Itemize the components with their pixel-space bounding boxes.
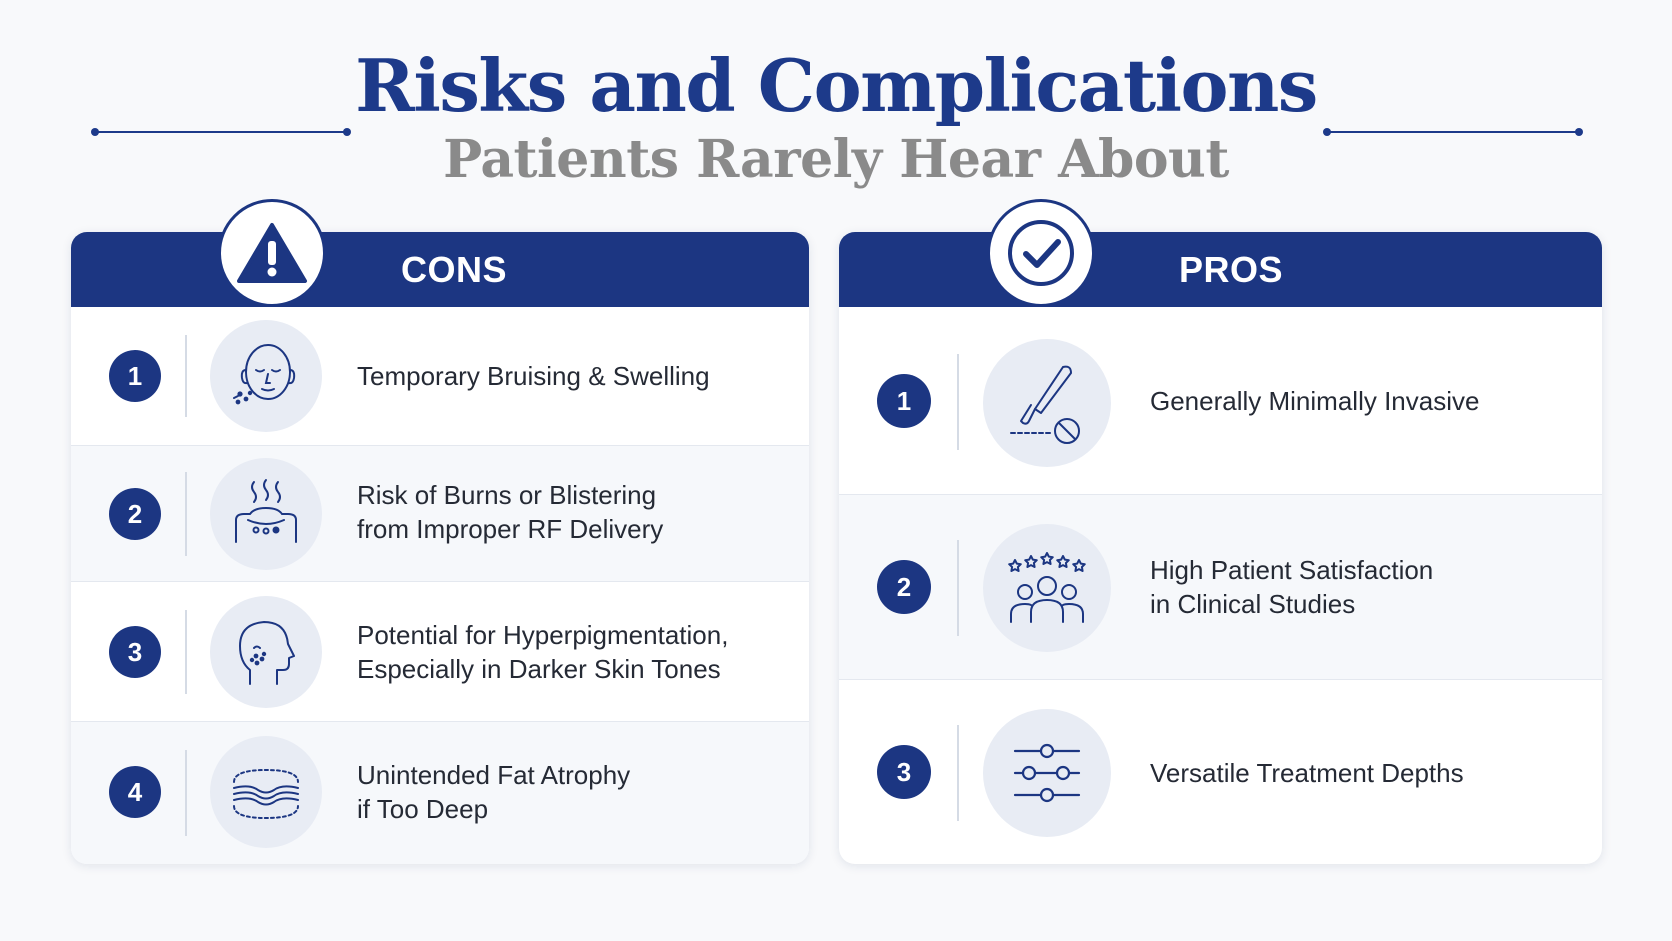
cons-item-2-line1: Risk of Burns or Blistering	[357, 480, 657, 510]
cons-item-4-line1: Unintended Fat Atrophy	[357, 760, 631, 790]
cons-item-4-line2: if Too Deep	[357, 794, 489, 824]
head-profile-icon	[210, 596, 322, 708]
title-block	[0, 38, 1672, 192]
divider	[185, 335, 187, 417]
number-badge: 1	[877, 374, 931, 428]
cons-item-1-text	[357, 359, 710, 393]
cons-item-2	[71, 445, 809, 581]
warning-triangle-icon	[218, 199, 326, 307]
cons-item-3	[71, 581, 809, 721]
number-badge: 3	[877, 745, 931, 799]
divider	[185, 610, 187, 694]
cons-item-2-text	[357, 478, 663, 546]
scalpel-no-icon	[983, 339, 1111, 467]
divider	[185, 750, 187, 836]
cons-header	[71, 232, 809, 307]
page-title: Risks and Complications	[355, 43, 1317, 128]
decorative-rule-left	[94, 131, 348, 133]
divider	[957, 354, 959, 450]
cons-item-3-text	[357, 618, 728, 686]
face-icon	[210, 320, 322, 432]
cons-item-1-line1: Temporary Bruising & Swelling	[357, 361, 710, 391]
pros-item-3-text	[1150, 756, 1464, 790]
pros-title: PROS	[1179, 249, 1284, 290]
cons-item-3-line1: Potential for Hyperpigmentation,	[357, 620, 729, 650]
divider	[957, 725, 959, 821]
checkmark-circle-icon	[987, 199, 1095, 307]
cons-panel	[71, 232, 809, 864]
pros-item-2-line1: High Patient Satisfaction	[1150, 555, 1434, 585]
sliders-icon	[983, 709, 1111, 837]
number-badge: 3	[109, 626, 161, 678]
fat-layer-icon	[210, 736, 322, 848]
cons-item-1	[71, 307, 809, 445]
divider	[185, 472, 187, 556]
pros-item-2-text	[1150, 553, 1433, 621]
pros-item-3	[839, 679, 1602, 864]
cons-item-4	[71, 721, 809, 864]
decorative-rule-right	[1326, 131, 1580, 133]
pros-item-2	[839, 494, 1602, 679]
pros-item-1-line1: Generally Minimally Invasive	[1150, 386, 1480, 416]
pros-item-1	[839, 307, 1602, 494]
pros-panel	[839, 232, 1602, 864]
page-subtitle: Patients Rarely Hear About	[443, 129, 1229, 190]
pros-item-3-line1: Versatile Treatment Depths	[1150, 758, 1464, 788]
cons-item-4-text	[357, 758, 630, 826]
patients-stars-icon	[983, 524, 1111, 652]
number-badge: 2	[877, 560, 931, 614]
heat-skin-icon	[210, 458, 322, 570]
pros-header	[839, 232, 1602, 307]
number-badge: 1	[109, 350, 161, 402]
divider	[957, 540, 959, 636]
pros-item-2-line2: in Clinical Studies	[1150, 589, 1356, 619]
number-badge: 2	[109, 488, 161, 540]
pros-item-1-text	[1150, 384, 1479, 418]
cons-item-3-line2: Especially in Darker Skin Tones	[357, 654, 721, 684]
cons-title: CONS	[401, 249, 508, 290]
number-badge: 4	[109, 766, 161, 818]
cons-item-2-line2: from Improper RF Delivery	[357, 514, 664, 544]
